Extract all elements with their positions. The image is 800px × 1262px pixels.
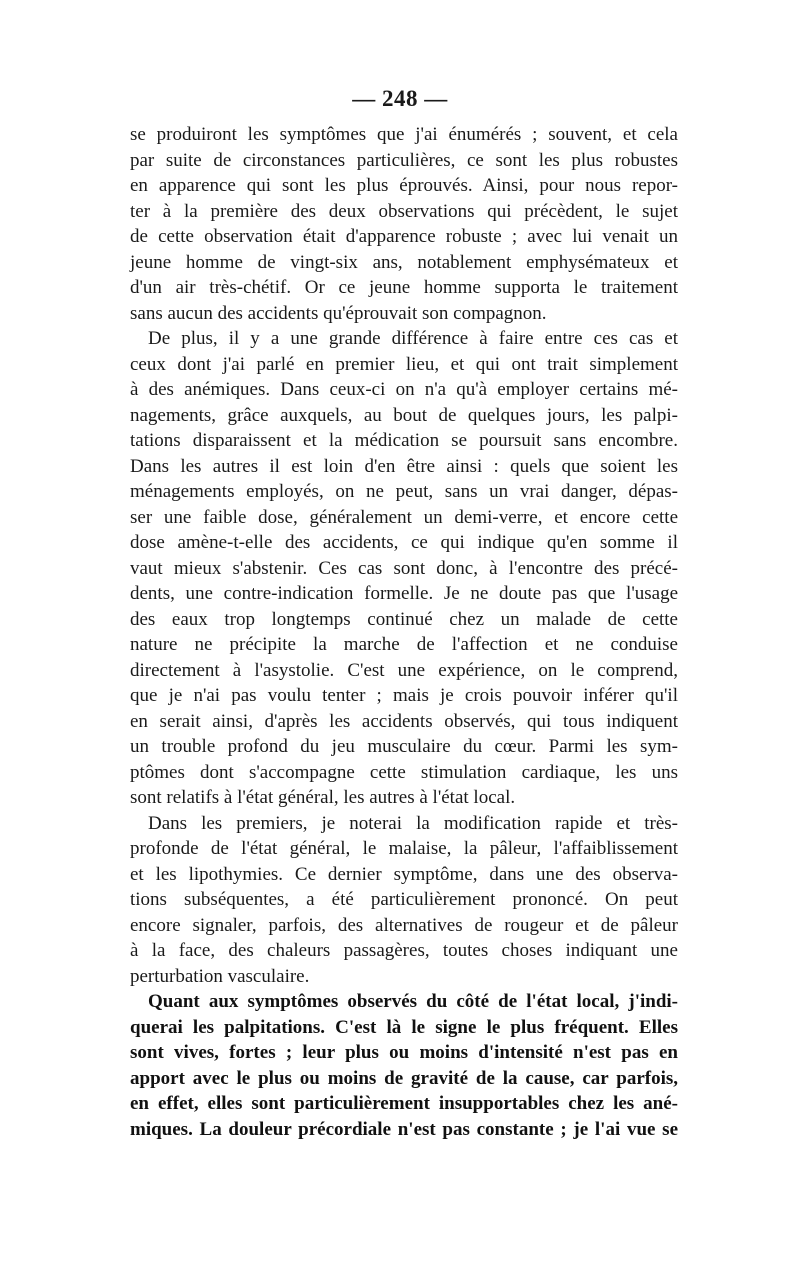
text-line: nagements, grâce auxquels, au bout de quelques jours, les palpi- [130, 404, 678, 426]
paragraph [130, 989, 678, 1142]
text-line: sont relatifs à l'état général, les autres à l'état local. [130, 787, 516, 808]
text-line: profonde de l'état général, le malaise, la pâleur, l'affaiblissement [130, 838, 678, 859]
text-line: tations disparaissent et la médication se poursuit sans encombre. [130, 430, 678, 451]
text-line: ceux dont j'ai parlé en premier lieu, et qui ont trait simplement [130, 353, 678, 375]
text-line: ptômes dont s'accompagne cette stimulation cardiaque, les uns [130, 761, 678, 783]
text-line: en effet, elles sont particulièrement insupportables chez les ané- [130, 1093, 678, 1114]
paragraph [130, 122, 678, 326]
text-line: apport avec le plus ou moins de gravité de la cause, car parfois, [130, 1067, 678, 1089]
text-line: directement à l'asystolie. C'est une expérience, on le comprend, [130, 659, 678, 681]
text-line: ménagements employés, on ne peut, sans un vrai danger, dépas- [130, 481, 678, 502]
text-line: ter à la première des deux observations qui précèdent, le sujet [130, 200, 678, 222]
paragraph [130, 811, 678, 990]
page-number: — 248 — [352, 86, 448, 111]
text-line: nature ne précipite la marche de l'affection et ne conduise [130, 634, 678, 655]
text-line: sont vives, fortes ; leur plus ou moins d'intensité n'est pas en [130, 1042, 678, 1063]
text-line: Dans les premiers, je noterai la modification rapide et très- [148, 812, 678, 834]
text-line: De plus, il y a une grande différence à faire entre ces cas et [148, 328, 678, 349]
text-line: des eaux trop longtemps continué chez un malade de cette [130, 608, 678, 630]
text-line: à des anémiques. Dans ceux-ci on n'a qu'à employer certains mé- [130, 379, 678, 400]
paragraph [130, 326, 678, 811]
text-line: par suite de circonstances particulières, ce sont les plus robustes [130, 149, 678, 171]
text-line: perturbation vasculaire. [130, 965, 310, 987]
text-line: que je n'ai pas voulu tenter ; mais je crois pouvoir inférer qu'il [130, 685, 678, 706]
text-line: jeune homme de vingt-six ans, notablement emphysémateux et [130, 251, 678, 273]
text-line: sans aucun des accidents qu'éprouvait son compagnon. [130, 302, 547, 324]
text-line: en serait ainsi, d'après les accidents observés, qui tous indiquent [130, 710, 678, 732]
text-line: ser une faible dose, généralement un demi-verre, et encore cette [130, 506, 678, 528]
text-line: en apparence qui sont les plus éprouvés. Ainsi, pour nous repor- [130, 175, 678, 196]
text-line: d'un air très-chétif. Or ce jeune homme supporta le traitement [130, 277, 678, 298]
body-text [130, 122, 678, 1142]
text-line: dents, une contre-indication formelle. Je ne doute pas que l'usage [130, 583, 678, 604]
text-line: tions subséquentes, a été particulièrement prononcé. On peut [130, 889, 678, 910]
text-line: miques. La douleur précordiale n'est pas constante ; je l'ai vue se [130, 1118, 678, 1140]
text-line: Dans les autres il est loin d'en être ainsi : quels que soient les [130, 455, 678, 477]
text-line: un trouble profond du jeu musculaire du cœur. Parmi les sym- [130, 736, 678, 757]
text-line: dose amène-t-elle des accidents, ce qui indique qu'en somme il [130, 532, 678, 553]
text-line: Quant aux symptômes observés du côté de l'état local, j'indi- [148, 991, 678, 1012]
text-line: se produiront les symptômes que j'ai énumérés ; souvent, et cela [130, 124, 678, 145]
text-line: querai les palpitations. C'est là le signe le plus fréquent. Elles [130, 1016, 678, 1038]
text-line: et les lipothymies. Ce dernier symptôme, dans une des observa- [130, 863, 678, 885]
text-line: encore signaler, parfois, des alternatives de rougeur et de pâleur [130, 914, 678, 936]
text-line: vaut mieux s'abstenir. Ces cas sont donc, à l'encontre des précé- [130, 557, 678, 579]
text-line: de cette observation était d'apparence robuste ; avec lui venait un [130, 226, 678, 247]
text-line: à la face, des chaleurs passagères, toutes choses indiquant une [130, 940, 678, 961]
